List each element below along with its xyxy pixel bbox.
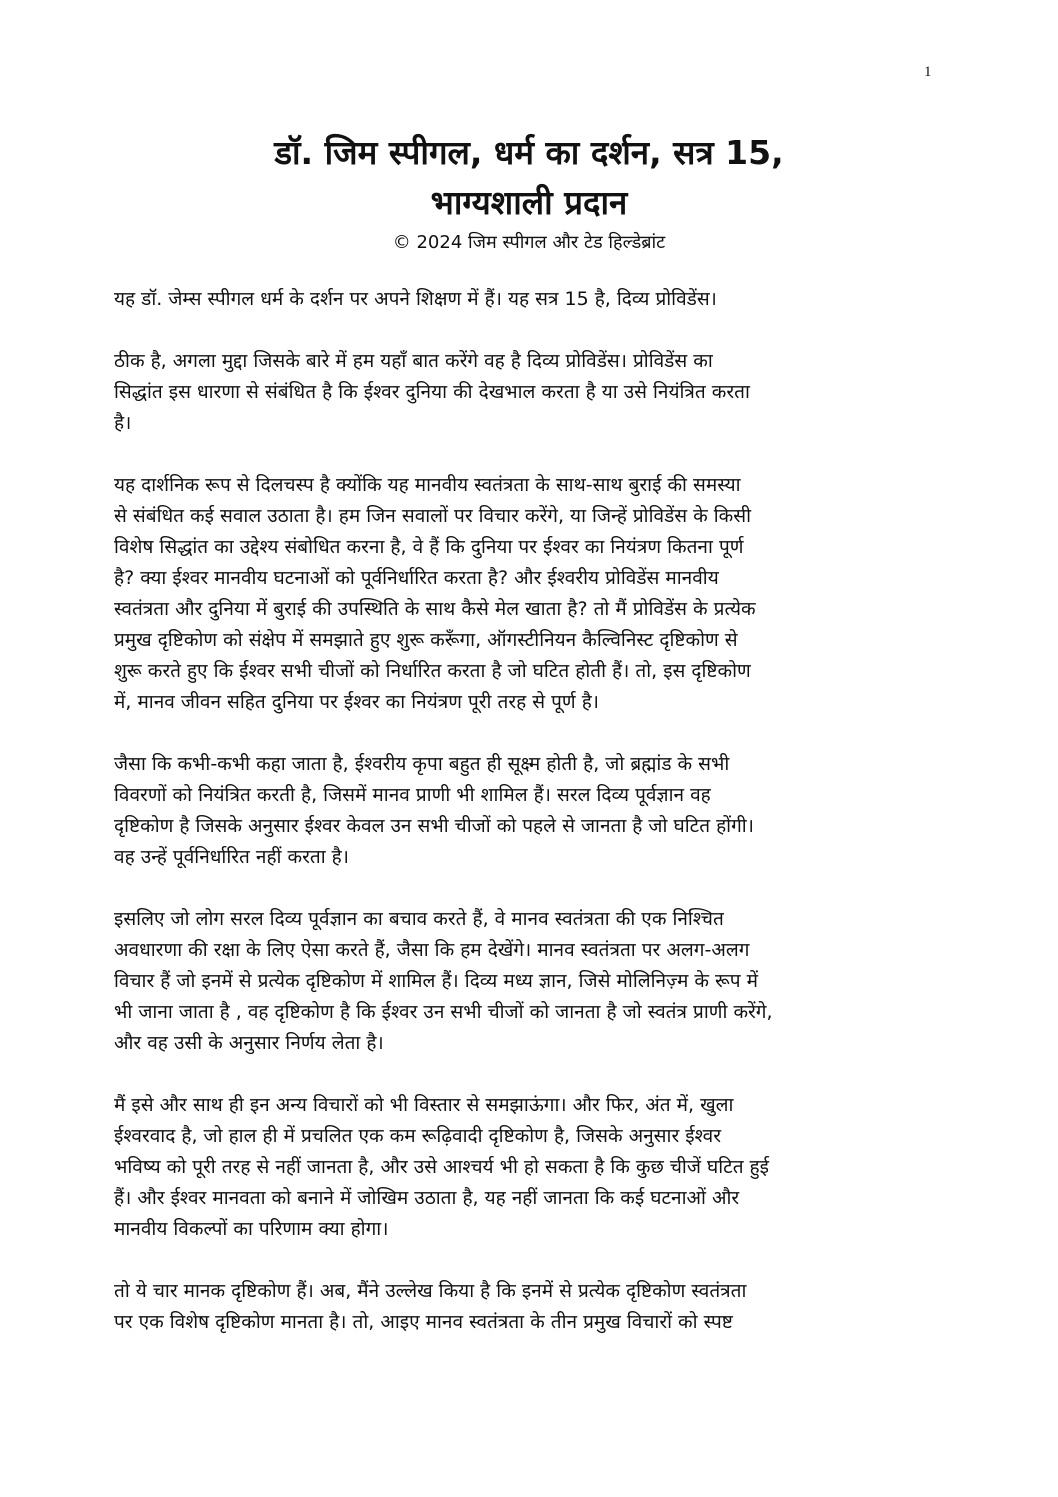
text-line: में, मानव जीवन सहित दुनिया पर ईश्वर का नियंत्रण पूरी तरह से पूर्ण है। — [114, 691, 599, 713]
text-line: तो ये चार मानक दृष्टिकोण हैं। अब, मैंने उल्लेख किया है कि इनमें से प्रत्येक दृष्टिकोण स्वतंत्रता — [114, 1280, 747, 1302]
text-line: दृष्टिकोण है जिसके अनुसार ईश्वर केवल उन सभी चीजों को पहले से जानता है जो घटित होंगी। — [114, 815, 754, 837]
text-line: विचार हैं जो इनमें से प्रत्येक दृष्टिकोण में शामिल हैं। दिव्य मध्य ज्ञान, जिसे मोलिनिज़्म के रूप में — [114, 970, 758, 992]
text-line: यह दार्शनिक रूप से दिलचस्प है क्योंकि यह मानवीय स्वतंत्रता के साथ-साथ बुराई की समस्या — [114, 474, 741, 496]
text-line: वह उन्हें पूर्वनिर्धारित नहीं करता है। — [114, 846, 349, 868]
text-line: जैसा कि कभी-कभी कहा जाता है, ईश्वरीय कृपा बहुत ही सूक्ष्म होती है, जो ब्रह्मांड के सभी — [114, 753, 730, 775]
title-line: डॉ. जिम स्पीगल, धर्म का दर्शन, सत्र 15, — [274, 133, 784, 172]
paragraph — [114, 284, 954, 315]
text-line: स्वतंत्रता और दुनिया में बुराई की उपस्थिति के साथ कैसे मेल खाता है? तो मैं प्रोविडेंस के प्रत्येक — [114, 598, 756, 620]
text-line: है। — [114, 412, 132, 434]
text-line: शुरू करते हुए कि ईश्वर सभी चीजों को निर्धारित करता है जो घटित होती हैं। तो, इस दृष्टिकोण — [114, 660, 751, 682]
text-line: ठीक है, अगला मुद्दा जिसके बारे में हम यहाँ बात करेंगे वह है दिव्य प्रोविडेंस। प्रोविडेंस का — [114, 350, 713, 372]
text-line: अवधारणा की रक्षा के लिए ऐसा करते हैं, जैसा कि हम देखेंगे। मानव स्वतंत्रता पर अलग-अलग — [114, 939, 750, 961]
text-line: इसलिए जो लोग सरल दिव्य पूर्वज्ञान का बचाव करते हैं, वे मानव स्वतंत्रता की एक निश्चित — [114, 908, 724, 930]
text-line: विशेष सिद्धांत का उद्देश्य संबोधित करना है, वे हैं कि दुनिया पर ईश्वर का नियंत्रण कितना पूर्ण — [114, 536, 744, 558]
paragraph — [114, 749, 954, 873]
text-line: भी जाना जाता है , वह दृष्टिकोण है कि ईश्वर उन सभी चीजों को जानता है जो स्वतंत्र प्राणी करेंगे, — [114, 1001, 773, 1023]
page-number: 1 — [924, 64, 932, 80]
text-line: प्रमुख दृष्टिकोण को संक्षेप में समझाते हुए शुरू करूँगा, ऑगस्टीनियन कैल्विनिस्ट दृष्टिकोण से — [114, 629, 738, 651]
title-line: भाग्यशाली प्रदान — [430, 183, 628, 222]
copyright-line: © 2024 जिम स्पीगल और टेड हिल्डेब्रांट — [392, 232, 666, 253]
text-line: से संबंधित कई सवाल उठाता है। हम जिन सवालों पर विचार करेंगे, या जिन्हें प्रोविडेंस के किसी — [114, 505, 752, 527]
document-title — [0, 128, 1058, 228]
paragraph — [114, 1276, 954, 1338]
paragraph — [114, 346, 954, 439]
text-line: विवरणों को नियंत्रित करती है, जिसमें मानव प्राणी भी शामिल हैं। सरल दिव्य पूर्वज्ञान वह — [114, 784, 711, 806]
document-body — [114, 284, 954, 1369]
text-line: ईश्वरवाद है, जो हाल ही में प्रचलित एक कम रूढ़िवादी दृष्टिकोण है, जिसके अनुसार ईश्वर — [114, 1125, 721, 1147]
text-line: है? क्या ईश्वर मानवीय घटनाओं को पूर्वनिर्धारित करता है? और ईश्वरीय प्रोविडेंस मानवीय — [114, 567, 719, 589]
text-line: मानवीय विकल्पों का परिणाम क्या होगा। — [114, 1218, 389, 1240]
text-line: हैं। और ईश्वर मानवता को बनाने में जोखिम उठाता है, यह नहीं जानता कि कई घटनाओं और — [114, 1187, 740, 1209]
paragraph — [114, 470, 954, 718]
paragraph — [114, 1090, 954, 1245]
text-line: मैं इसे और साथ ही इन अन्य विचारों को भी विस्तार से समझाऊंगा। और फिर, अंत में, खुला — [114, 1094, 734, 1116]
text-line: यह डॉ. जेम्स स्पीगल धर्म के दर्शन पर अपने शिक्षण में हैं। यह सत्र 15 है, दिव्य प्रोविडेंस। — [114, 288, 717, 310]
paragraph — [114, 904, 954, 1059]
text-line: भविष्य को पूरी तरह से नहीं जानता है, और उसे आश्चर्य भी हो सकता है कि कुछ चीजें घटित हुई — [114, 1156, 769, 1178]
text-line: और वह उसी के अनुसार निर्णय लेता है। — [114, 1032, 384, 1054]
text-line: पर एक विशेष दृष्टिकोण मानता है। तो, आइए मानव स्वतंत्रता के तीन प्रमुख विचारों को स्पष्ट — [114, 1311, 733, 1333]
text-line: सिद्धांत इस धारणा से संबंधित है कि ईश्वर दुनिया की देखभाल करता है या उसे नियंत्रित करता — [114, 381, 750, 403]
